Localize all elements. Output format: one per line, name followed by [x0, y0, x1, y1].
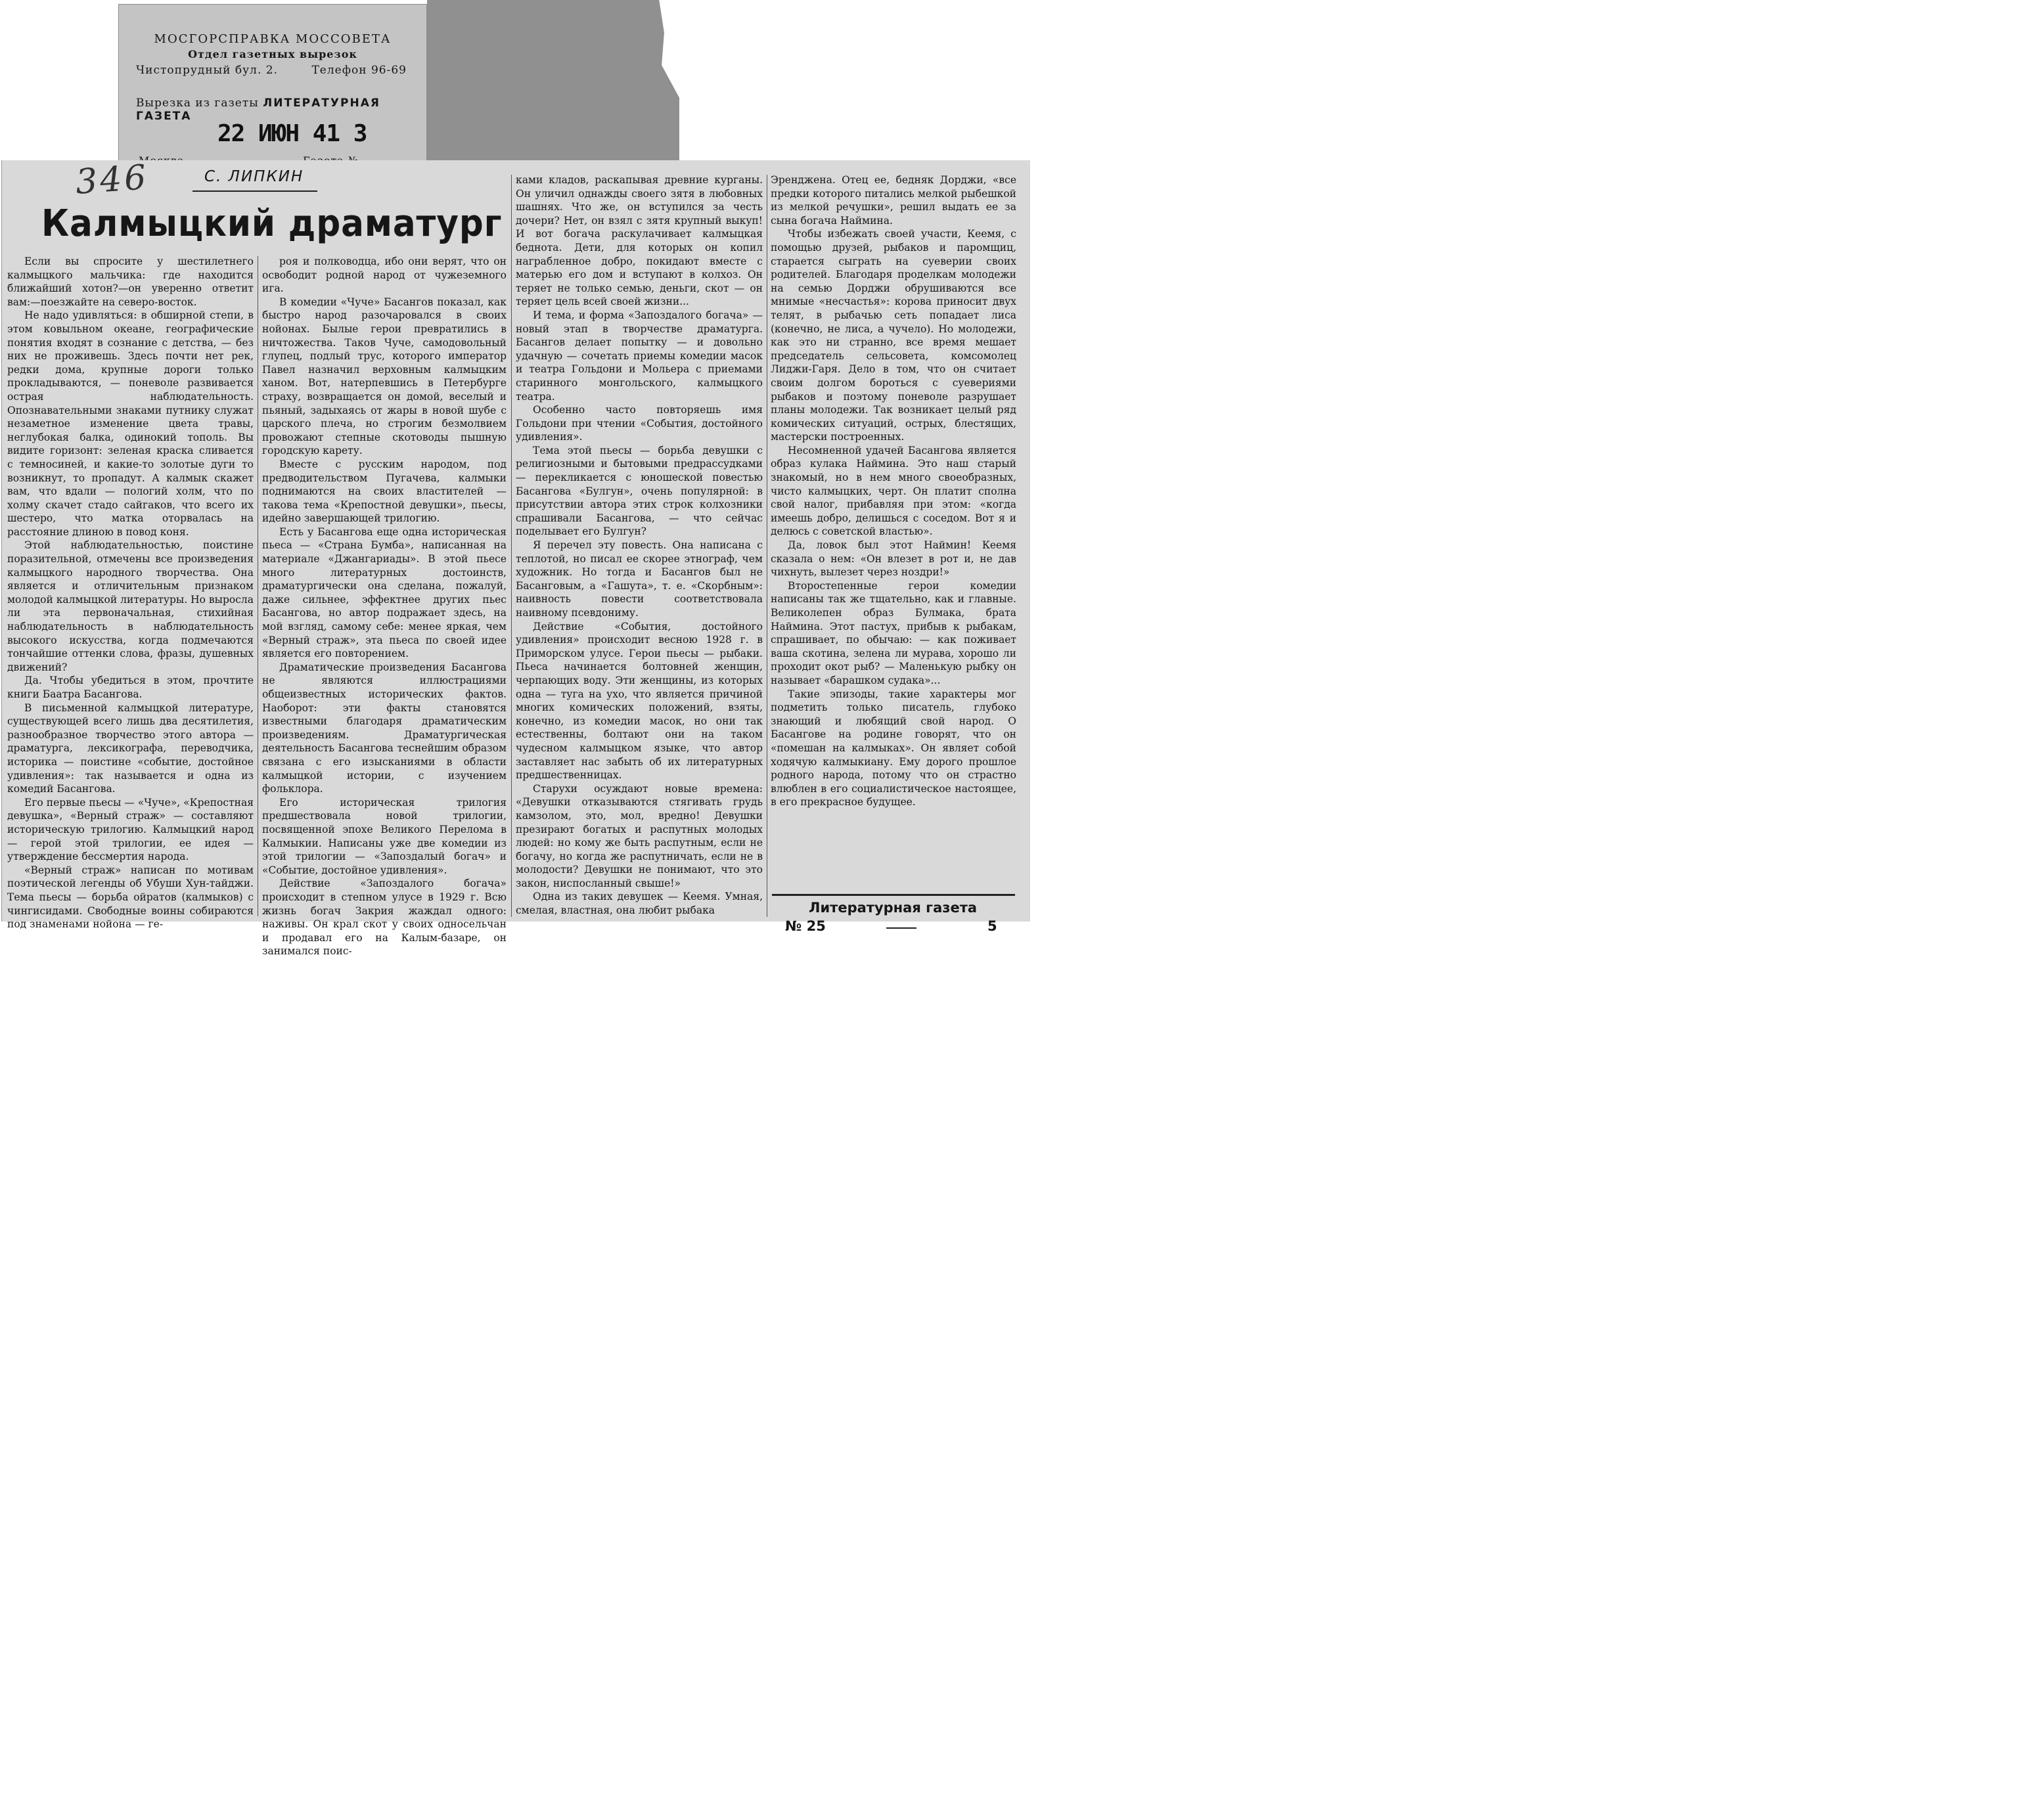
label-source-row	[119, 97, 426, 123]
article-paragraph: Второстепенные герои комедии написаны так же тщательно, как и главные. Великолепен образ Булмака, брата Наймина. Этот пастух, прибыв к рыбакам, спрашивает, по обычаю: — как поживает ваша скотина, зелена ли мурава, хорошо ли проходит окот рыб? — Маленькую рыбку он называет «барашком судака»...	[771, 579, 1016, 686]
article-paragraph: «Верный страж» написан по мотивам поэтической легенды об Убуши Хун-тайджи. Тема пьесы — борьба ойратов (калмыков) с чингисидами. Свободные воины собираются под знаменами нойона — ге-	[7, 864, 254, 931]
label-address-row	[119, 64, 426, 77]
article-paragraph: Есть у Басангова еще одна историческая пьеса — «Страна Бумба», написанная на материале «Джангариады». В этой пьесе много литературных достоинств, драматургически она сделана, пожалуй, даже сильнее, эффектнее других пьес Басангова, но автор подражает здесь, на мой взгляд, самому себе: менее яркая, чем «Верный страж», эта пьеса по своей идее является его повторением.	[262, 525, 507, 660]
article-paragraph: Да, ловок был этот Наймин! Кеемя сказала о нем: «Он влезет в рот и, не дав чихнуть, вылезет через ноздри!»	[771, 539, 1016, 579]
label-agency: МОСГОРСПРАВКА МОССОВЕТА	[154, 32, 392, 46]
label-clip-source: ЛИТЕРАТУРНАЯ ГАЗЕТА	[136, 97, 380, 123]
article-paragraph: роя и полководца, ибо они верят, что он освободит родной народ от чужеземного ига.	[262, 255, 507, 295]
article-paragraph: Несомненной удачей Басангова является образ кулака Наймина. Это наш старый знакомый, но в нем много своеобразных, чисто калмыцких, черт. Он платит сполна свой налог, прибавляя при этом: «когда имеешь добро, делишься с соседом. Вот я и делюсь с советской властью».	[771, 444, 1016, 538]
article-paragraph: Этой наблюдательностью, поистине поразительной, отмечены все произведения калмыцкого народного творчества. Она является и отличительным признаком молодой калмыцкой литературы. Но выросла ли эта первоначальная, стихийная наблюдательность в наблюдательность высокого искусства, когда подмечаются тончайшие оттенки слова, фразы, душевных движений?	[7, 539, 254, 673]
label-department: Отдел газетных вырезок	[188, 48, 357, 60]
article-column-3	[516, 173, 763, 918]
footer-issue-number: № 25	[785, 918, 826, 934]
article-paragraph: Да. Чтобы убедиться в этом, прочтите книги Баатра Басангова.	[7, 675, 254, 700]
article-paragraph: Я перечел эту повесть. Она написана с теплотой, но писал ее скорее этнограф, чем художник. Но тогда и Басангов был не Басанговым, а «Гашута», т. е. «Скорбным»: наивность повести соответствовала наивному псевдониму.	[516, 539, 763, 619]
author-underline	[192, 190, 317, 192]
footer-rule	[772, 894, 1015, 896]
article-paragraph: Если вы спросите у шестилетнего калмыцкого мальчика: где находится ближайший хотон?—он уверенно ответит вам:—поезжайте на северо-восток.	[7, 255, 254, 308]
label-clip-prefix: Вырезка из газеты	[136, 97, 259, 110]
article-paragraph: Особенно часто повторяешь имя Гольдони при чтении «События, достойного удивления».	[516, 404, 763, 443]
article-paragraph: И тема, и форма «Запоздалого богача» — новый этап в творчестве драматурга. Басангов делает попытку — и довольно удачную — сочетать приемы комедии масок и театра Гольдони и Мольера с приемами старинного монгольского, калмыцкого театра.	[516, 309, 763, 403]
article-paragraph: Действие «Запоздалого богача» происходит в степном улусе в 1929 г. Всю жизнь богач Закрия жаждал одного: наживы. Он крал скот у своих односельчан и продавал его на Калым-базаре, он занимался поис-	[262, 877, 507, 958]
archive-clipping-label	[118, 4, 427, 162]
article-paragraph: Такие эпизоды, такие характеры мог подметить только писатель, глубоко знающий и любящий свой народ. О Басангове на родине говорят, что он «помешан на калмыках». Он являет собой ходячую калмыкиану. Ему дорого прошлое родного народа, потому что он страстно влюблен в его социалистическое настоящее, в его прекрасное будущее.	[771, 688, 1016, 809]
article-paragraph: Драматические произведения Басангова не являются иллюстрациями общеизвестных исторических фактов. Наоборот: эти факты становятся известными благодаря драматическим произведениям. Драматургическая деятельность Басангова теснейшим образом связана с его изысканиями в области калмыцкой истории, с изучением фольклора.	[262, 661, 507, 795]
footer-newspaper-name: Литературная газета	[809, 900, 978, 916]
article-column-1	[7, 255, 254, 931]
article-column-4	[771, 173, 1016, 809]
label-address: Чистопрудный бул. 2.	[136, 64, 278, 77]
backing-paper	[427, 0, 679, 163]
footer-dash	[886, 927, 916, 929]
article-paragraph: Не надо удивляться: в обширной степи, в этом ковыльном океане, географические понятия входят в сознание с детства, — без них не проживешь. Здесь почти нет рек, редки дома, крупные дороги только прокладываются, — поневоле развивается острая наблюдательность. Опознавательными знаками путнику служат незаметное изменение цвета травы, неглубокая балка, одинокий тополь. Вы видите горизонт: зеленая краска сливается с темносиней, и какие-то золотые дуги то возникнут, то пропадут. А калмык скажет вам, что вдали — пологий холм, что по холму скачет стадо сайгаков, что всего их шестеро, что матка оторвалась на расстояние длиною в повод коня.	[7, 309, 254, 538]
article-paragraph: Тема этой пьесы — борьба девушки с религиозными и бытовыми предрассудками — перекликается с юношеской повестью Басангова «Булгун», очень популярной: в присутствии автора этих строк колхозники спрашивали Басангова, — что сейчас поделывает его Булгун?	[516, 444, 763, 538]
article-paragraph: Вместе с русским народом, под предводительством Пугачева, калмыки поднимаются на своих властителей — такова тема «Крепостной девушки», пьесы, идейно завершающей трилогию.	[262, 458, 507, 525]
handwritten-number: 346	[74, 158, 150, 202]
article-paragraph: Одна из таких девушек — Кеемя. Умная, смелая, властная, она любит рыбака	[516, 891, 763, 917]
newspaper-clipping	[1, 158, 1030, 958]
label-phone: Телефон 96-69	[311, 64, 407, 77]
article-paragraph: Эренджена. Отец ее, бедняк Дорджи, «все предки которого питались мелкой рыбешкой из мелкой речушки», решил выдать ее за сына богача Наймина.	[771, 174, 1016, 227]
column-rule	[511, 175, 512, 917]
date-stamp: 22 ИЮН 41 3	[217, 120, 367, 147]
article-paragraph: Его историческая трилогия предшествовала новой трилогии, посвященной эпохе Великого Перелома в Калмыкии. Написаны уже две комедии из этой трилогии — «Запоздалый богач» и «Событие, достойное удивления».	[262, 796, 507, 876]
article-column-2	[262, 255, 507, 958]
article-paragraph: В письменной калмыцкой литературе, существующей всего лишь два десятилетия, разнообразное творчество этого автора — драматурга, лексикографа, переводчика, историка — поистине «событие, достойное удивления»: так называется и одна из комедий Басангова.	[7, 701, 254, 795]
article-author: С. ЛИПКИН	[204, 168, 304, 185]
article-paragraph: Его первые пьесы — «Чуче», «Крепостная девушка», «Верный страж» — составляют историческую трилогию. Калмыцкий народ — герой этой трилогии, ее идея — утверждение бессмертия народа.	[7, 796, 254, 863]
article-paragraph: Действие «События, достойного удивления» происходит весною 1928 г. в Приморском улусе. Герои пьесы — рыбаки. Пьеса начинается болтовней женщин, черпающих воду. Эти женщины, из которых одна — туга на ухо, что является причиной многих комических положений, взяты, конечно, из комедии масок, но они так естественны, болтают они на таком чудесном калмыцком языке, что автор заставляет нас забыть об их литературных предшественницах.	[516, 620, 763, 782]
article-title: Калмыцкий драматург	[41, 202, 503, 245]
footer-page-number: 5	[987, 918, 997, 934]
article-paragraph: ками кладов, раскапывая древние курганы. Он уличил однажды своего зятя в любовных шашнях. Что же, он вступился за честь дочери? Нет, он взял с зятя крупный выкуп! И вот богача раскулачивает калмыцкая беднота. Дети, для которых он копил награбленное добро, покидают вместе с матерью его дом и вступают в колхоз. Он теряет не только семью, деньги, скот — он теряет цель всей своей жизни...	[516, 174, 763, 308]
article-paragraph: В комедии «Чуче» Басангов показал, как быстро народ разочаровался в своих нойонах. Былые герои превратились в ничтожества. Таков Чуче, самодовольный глупец, подлый трус, которого император Павел назначил верховным калмыцким ханом. Вот, натерпевшись в Петербурге страху, возвращается он домой, веселый и пьяный, задыхаясь от жары в новой шубе с царского плеча, но строгим безмолвием провожают степные скотоводы пышную городскую карету.	[262, 296, 507, 457]
article-paragraph: Чтобы избежать своей участи, Кеемя, с помощью друзей, рыбаков и паромщиц, старается сыграть на суеверии своих родителей. Благодаря проделкам молодежи на семью Дорджи обрушиваются все мнимые «несчастья»: корова приносит двух телят, в рыбачью сеть попадает лиса (конечно, не лиса, а чучело). Но молодежи, как это ни странно, все время мешает председатель сельсовета, комсомолец Лиджи-Гаря. Дело в том, что он считает своим долгом бороться с суевериями рыбаков и поэтому поневоле разрушает планы молодежи. Так возникает целый ряд комических ситуаций, острых, блестящих, мастерски построенных.	[771, 228, 1016, 443]
article-paragraph: Старухи осуждают новые времена: «Девушки отказываются стягивать грудь камзолом, это, мол, вредно! Девушки презирают богатых и распутных молодых людей: но кому же быть распутным, если не богачу, но когда же распутничать, если не в молодости? Девушки не понимают, что это закон, ниспосланный свыше!»	[516, 782, 763, 889]
